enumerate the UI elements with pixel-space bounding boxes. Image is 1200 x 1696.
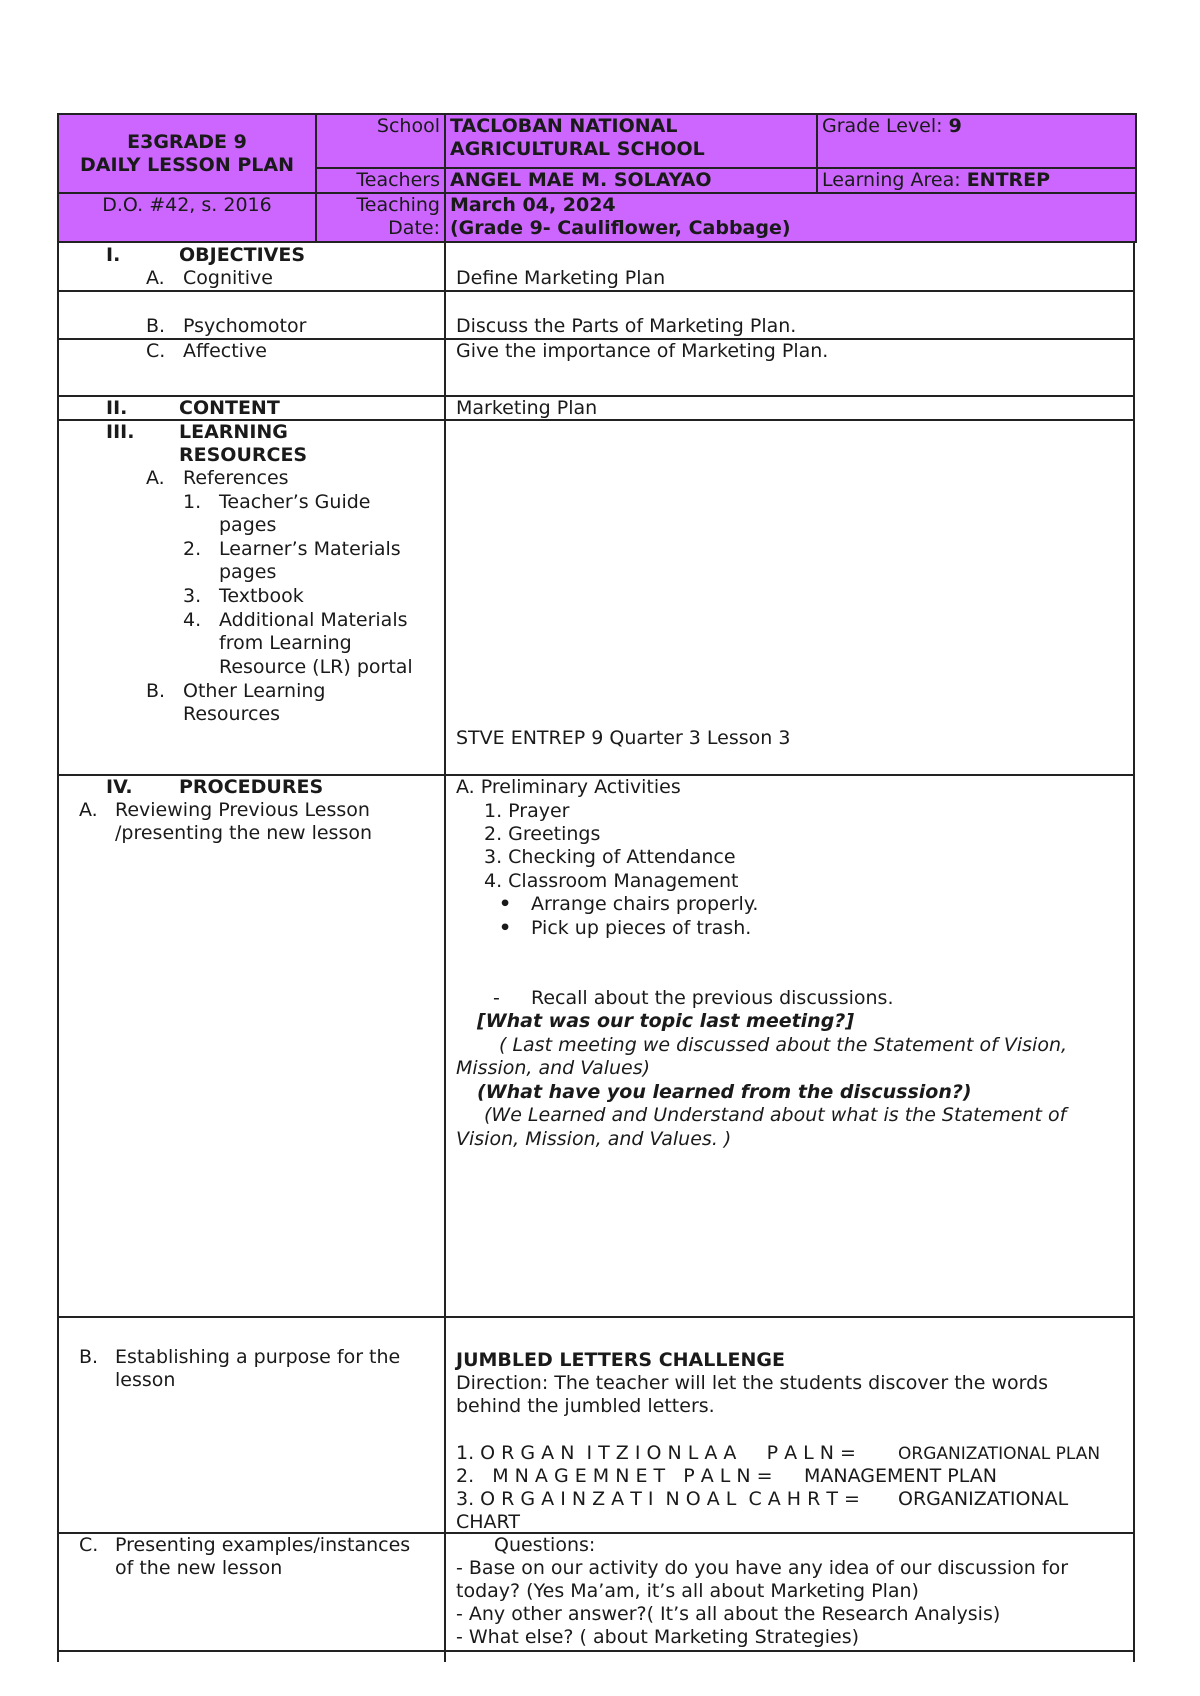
bullet-item-1: • Arrange chairs properly. [531, 893, 758, 916]
ref3-line1: Textbook [219, 585, 304, 607]
learning-area [817, 168, 1136, 193]
jumbled-answer-3-cont: CHART [456, 1511, 520, 1533]
date-section: (Grade 9- Cauliflower, Cabbage) [450, 217, 791, 239]
cognitive-label: Cognitive [183, 267, 273, 289]
prelim-item-4: 4. Classroom Management [484, 870, 739, 892]
resources-value: STVE ENTREP 9 Quarter 3 Lesson 3 [456, 727, 791, 749]
ref2-line2: pages [219, 561, 277, 583]
ref2-num: 2. [183, 538, 202, 560]
jumbled-answer-1: ORGANIZATIONAL PLAN [898, 1444, 1101, 1464]
table-border-right [1133, 243, 1135, 1662]
answer-1-line1: ( Last meeting we discussed about the Statement of Vision, [499, 1034, 1068, 1056]
content-num: II. [106, 397, 128, 419]
teaching-date-label-2: Date: [388, 217, 440, 239]
c-question-3: - What else? ( about Marketing Strategies) [456, 1626, 860, 1648]
prelim-item-1: 1. Prayer [484, 800, 570, 822]
proc-a-num: A. [79, 799, 98, 821]
answer-1-line2: Mission, and Values) [456, 1057, 651, 1079]
ref1-num: 1. [183, 491, 202, 513]
lesson-plan-header [57, 113, 1137, 243]
do-reference: D.O. #42, s. 2016 [58, 193, 316, 242]
psychomotor-label: Psychomotor [183, 315, 307, 337]
cognitive-num: A. [146, 267, 165, 289]
teaching-date-label-1: Teaching [356, 194, 440, 216]
ref4-line1: Additional Materials [219, 609, 408, 631]
plan-title-line1: E3GRADE 9 [127, 130, 247, 153]
affective-value: Give the importance of Marketing Plan. [456, 340, 829, 362]
cognitive-value: Define Marketing Plan [456, 267, 666, 289]
questions-label: Questions: [494, 1534, 596, 1556]
proc-c-line1: Presenting examples/instances [115, 1534, 411, 1556]
school-value [445, 114, 817, 168]
prelim-item-3: 3. Checking of Attendance [484, 846, 736, 868]
content-value: Marketing Plan [456, 397, 598, 419]
plan-title-line2: DAILY LESSON PLAN [80, 153, 294, 176]
resources-heading-1: LEARNING [179, 421, 288, 443]
plan-title [58, 114, 316, 193]
area-label: Learning Area: [822, 169, 967, 191]
proc-a-line1: Reviewing Previous Lesson [115, 799, 370, 821]
proc-b-num: B. [79, 1346, 99, 1368]
affective-label: Affective [183, 340, 267, 362]
ref4-line2: from Learning [219, 632, 352, 654]
school-line1: TACLOBAN NATIONAL [450, 115, 678, 137]
c-question-1-line1: - Base on our activity do you have any idea of our discussion for [456, 1557, 1069, 1579]
ref3-num: 3. [183, 585, 202, 607]
references-label: References [183, 467, 289, 489]
proc-c-num: C. [79, 1534, 99, 1556]
proc-b-line1: Establishing a purpose for the [115, 1346, 401, 1368]
jumbled-title: JUMBLED LETTERS CHALLENGE [456, 1349, 785, 1371]
references-num: A. [146, 467, 165, 489]
row-divider [57, 290, 1135, 292]
question-1: [What was our topic last meeting?] [477, 1010, 855, 1032]
resources-num: III. [106, 421, 135, 443]
ref2-line1: Learner’s Materials [219, 538, 401, 560]
affective-num: C. [146, 340, 166, 362]
grade-level [817, 114, 1136, 168]
recall-dash: - [493, 987, 500, 1009]
school-label: School [316, 114, 445, 168]
answer-2-line1: (We Learned and Understand about what is the Statement of [484, 1104, 1067, 1126]
question-2: (What have you learned from the discussion?) [477, 1081, 972, 1103]
preliminary-heading: A. Preliminary Activities [456, 776, 681, 798]
other-resources-line2: Resources [183, 703, 281, 725]
ref1-line1: Teacher’s Guide [219, 491, 371, 513]
psychomotor-num: B. [146, 315, 166, 337]
column-divider [444, 243, 446, 1662]
jumbled-answer-2: MANAGEMENT PLAN [804, 1465, 997, 1487]
bullet-item-2: • Pick up pieces of trash. [531, 917, 751, 940]
table-border-left [57, 243, 59, 1662]
other-resources-line1: Other Learning [183, 680, 326, 702]
grade-label: Grade Level: [822, 115, 949, 137]
procedures-num: IV. [106, 776, 133, 798]
procedures-heading: PROCEDURES [179, 776, 324, 798]
ref1-line2: pages [219, 514, 277, 536]
c-question-1-line2: today? (Yes Ma’am, it’s all about Marketing Plan) [456, 1580, 919, 1602]
prelim-item-2: 2. Greetings [484, 823, 601, 845]
other-resources-num: B. [146, 680, 166, 702]
ref4-line3: Resource (LR) portal [219, 656, 413, 678]
direction-line1: Direction: The teacher will let the students discover the words [456, 1372, 1049, 1394]
objectives-num: I. [106, 244, 121, 266]
school-line2: AGRICULTURAL SCHOOL [450, 138, 705, 160]
c-question-2: - Any other answer?( It’s all about the Research Analysis) [456, 1603, 1001, 1625]
row-divider [57, 1316, 1135, 1318]
jumbled-answer-3: ORGANIZATIONAL [898, 1488, 1069, 1510]
jumbled-item-1: 1. O R G A N I T Z I O N L A A P A L N = [456, 1442, 856, 1464]
objectives-heading: OBJECTIVES [179, 244, 306, 266]
resources-heading-2: RESOURCES [179, 444, 308, 466]
ref4-num: 4. [183, 609, 202, 631]
teachers-label: Teachers [316, 168, 445, 193]
answer-2-line2: Vision, Mission, and Values. ) [456, 1128, 732, 1150]
direction-line2: behind the jumbled letters. [456, 1395, 715, 1417]
recall-text: Recall about the previous discussions. [531, 987, 894, 1009]
teacher-name: ANGEL MAE M. SOLAYAO [445, 168, 817, 193]
jumbled-item-3: 3. O R G A I N Z A T I N O A L C A H R T = [456, 1488, 860, 1510]
date-value: March 04, 2024 [450, 194, 616, 216]
psychomotor-value: Discuss the Parts of Marketing Plan. [456, 315, 797, 337]
jumbled-item-2: 2. M N A G E M N E T P A L N = [456, 1465, 773, 1487]
teaching-date-value [445, 193, 1136, 242]
table-border-bottom [57, 1650, 1135, 1652]
area-value: ENTREP [966, 169, 1051, 191]
content-heading: CONTENT [179, 397, 280, 419]
grade-value: 9 [948, 115, 962, 137]
proc-c-line2: of the new lesson [115, 1557, 283, 1579]
proc-a-line2: /presenting the new lesson [115, 822, 373, 844]
teaching-date-label [316, 193, 445, 242]
proc-b-line2: lesson [115, 1369, 176, 1391]
